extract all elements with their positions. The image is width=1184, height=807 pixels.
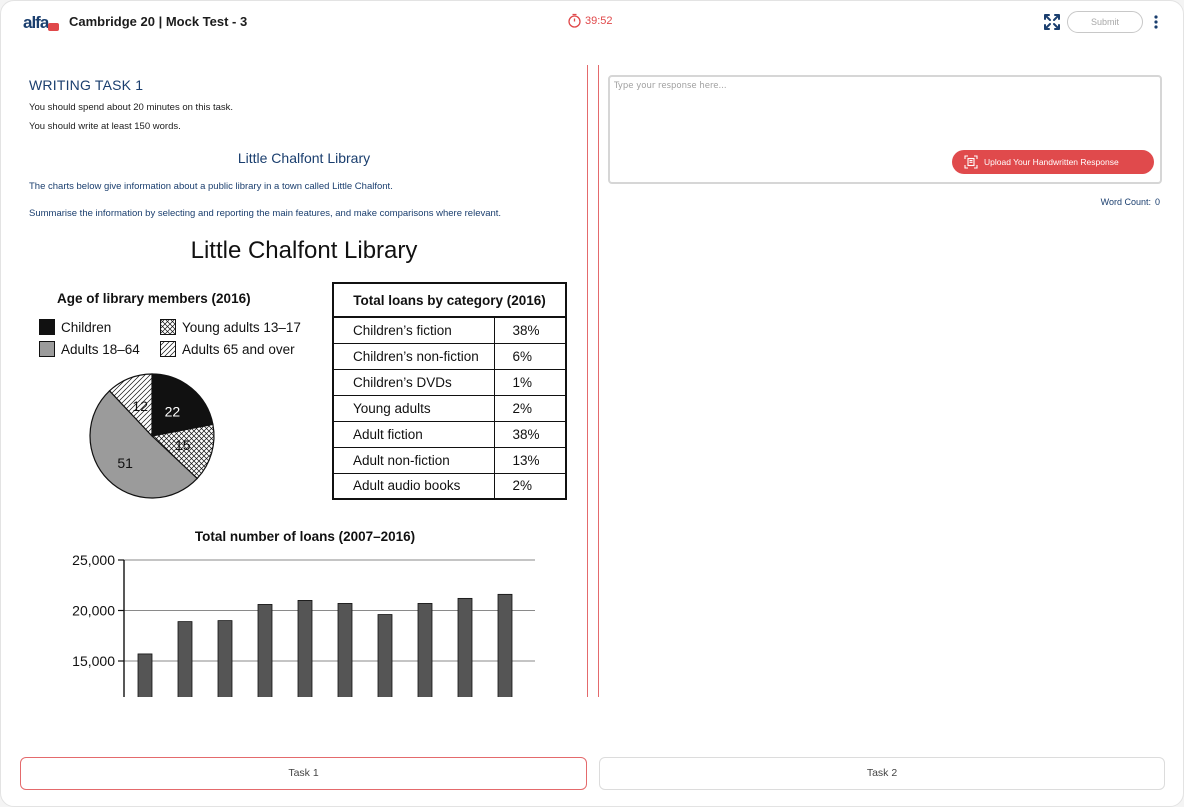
loan-category: Adult fiction — [333, 421, 494, 447]
loan-category: Young adults — [333, 395, 494, 421]
loan-percentage: 13% — [494, 447, 566, 473]
task-title: Little Chalfont Library — [237, 150, 371, 166]
legend-item-young-adults — [160, 319, 301, 335]
table-row — [333, 317, 566, 343]
more-options-icon[interactable] — [1151, 14, 1161, 30]
word-count-label: Word Count: — [1100, 197, 1151, 207]
submit-button[interactable]: Submit — [1067, 11, 1143, 33]
word-count — [1101, 197, 1160, 207]
pie-slice-label: 15 — [174, 436, 191, 453]
bar — [418, 603, 432, 697]
legend-swatch — [160, 341, 176, 357]
word-count-value: 0 — [1154, 197, 1160, 207]
pie-chart — [89, 371, 219, 501]
instruction-words: You should write at least 150 words. — [29, 121, 181, 132]
bar — [378, 615, 392, 697]
header-bar — [1, 1, 1184, 43]
stopwatch-icon — [567, 13, 582, 28]
tab-task-1[interactable]: Task 1 — [20, 757, 587, 790]
bar — [178, 622, 192, 697]
table-row — [333, 421, 566, 447]
loan-percentage: 2% — [494, 395, 566, 421]
loans-table — [332, 282, 567, 500]
legend-swatch — [39, 341, 55, 357]
bar — [498, 594, 512, 697]
loan-category: Adult non-fiction — [333, 447, 494, 473]
loan-category: Children’s DVDs — [333, 369, 494, 395]
figure-title: Little Chalfont Library — [190, 237, 418, 264]
bar — [458, 598, 472, 697]
pie-slice-label: 12 — [132, 398, 149, 415]
pie-slice-label: 22 — [164, 403, 181, 420]
pie-chart-block — [29, 281, 329, 511]
bar — [138, 654, 152, 697]
legend-swatch — [39, 319, 55, 335]
loan-percentage: 2% — [494, 473, 566, 499]
upload-button-label: Upload Your Handwritten Response — [984, 157, 1119, 167]
loan-category: Children’s non-fiction — [333, 343, 494, 369]
loan-category: Children’s fiction — [333, 317, 494, 343]
legend-label: Children — [61, 319, 112, 335]
legend-label: Adults 18–64 — [61, 341, 140, 357]
bar — [338, 603, 352, 697]
task-panel[interactable] — [29, 61, 579, 697]
scan-document-icon — [964, 155, 978, 169]
pie-slice-label: 51 — [117, 454, 133, 471]
response-box — [608, 75, 1162, 184]
legend-item-adults — [39, 341, 140, 357]
legend-swatch — [160, 319, 176, 335]
panel-divider[interactable] — [587, 65, 599, 697]
y-tick-label: 20,000 — [72, 602, 115, 619]
task-prompt-intro: The charts below give information about a public library in a town called Little Chalfont. — [29, 181, 393, 192]
loans-table-title: Total loans by category (2016) — [333, 283, 566, 317]
bar — [258, 604, 272, 697]
pie-chart-title: Age of library members (2016) — [57, 291, 251, 306]
response-textarea[interactable] — [614, 81, 1154, 141]
table-row — [333, 395, 566, 421]
tab-task-2[interactable]: Task 2 — [599, 757, 1165, 790]
legend-label: Young adults 13–17 — [182, 319, 301, 335]
y-tick-label: 25,000 — [72, 552, 115, 568]
svg-text:alfa: alfa — [23, 13, 49, 31]
table-row — [333, 473, 566, 499]
bar-chart — [69, 527, 549, 697]
table-row — [333, 447, 566, 473]
legend-item-seniors — [160, 341, 295, 357]
alfa-logo — [23, 13, 59, 31]
loan-percentage: 38% — [494, 421, 566, 447]
timer-value: 39:52 — [585, 14, 613, 27]
loan-category: Adult audio books — [333, 473, 494, 499]
legend-item-children — [39, 319, 111, 335]
test-title: Cambridge 20 | Mock Test - 3 — [69, 14, 248, 29]
fullscreen-icon[interactable] — [1043, 13, 1061, 31]
instruction-time: You should spend about 20 minutes on this task. — [29, 102, 234, 113]
task-prompt-instruction: Summarise the information by selecting and reporting the main features, and make comparisons where relevant. — [29, 208, 502, 219]
bar — [298, 600, 312, 697]
y-tick-label: 15,000 — [72, 653, 115, 669]
loan-percentage: 1% — [494, 369, 566, 395]
loan-percentage: 6% — [494, 343, 566, 369]
loan-percentage: 38% — [494, 317, 566, 343]
task-heading: WRITING TASK 1 — [29, 77, 144, 93]
legend-label: Adults 65 and over — [182, 341, 295, 357]
bar-chart-title: Total number of loans (2007–2016) — [194, 529, 416, 544]
upload-handwritten-button[interactable] — [952, 150, 1154, 174]
bar — [218, 621, 232, 697]
table-row — [333, 343, 566, 369]
timer — [567, 13, 613, 28]
pie-legend — [39, 319, 329, 363]
table-row — [333, 369, 566, 395]
